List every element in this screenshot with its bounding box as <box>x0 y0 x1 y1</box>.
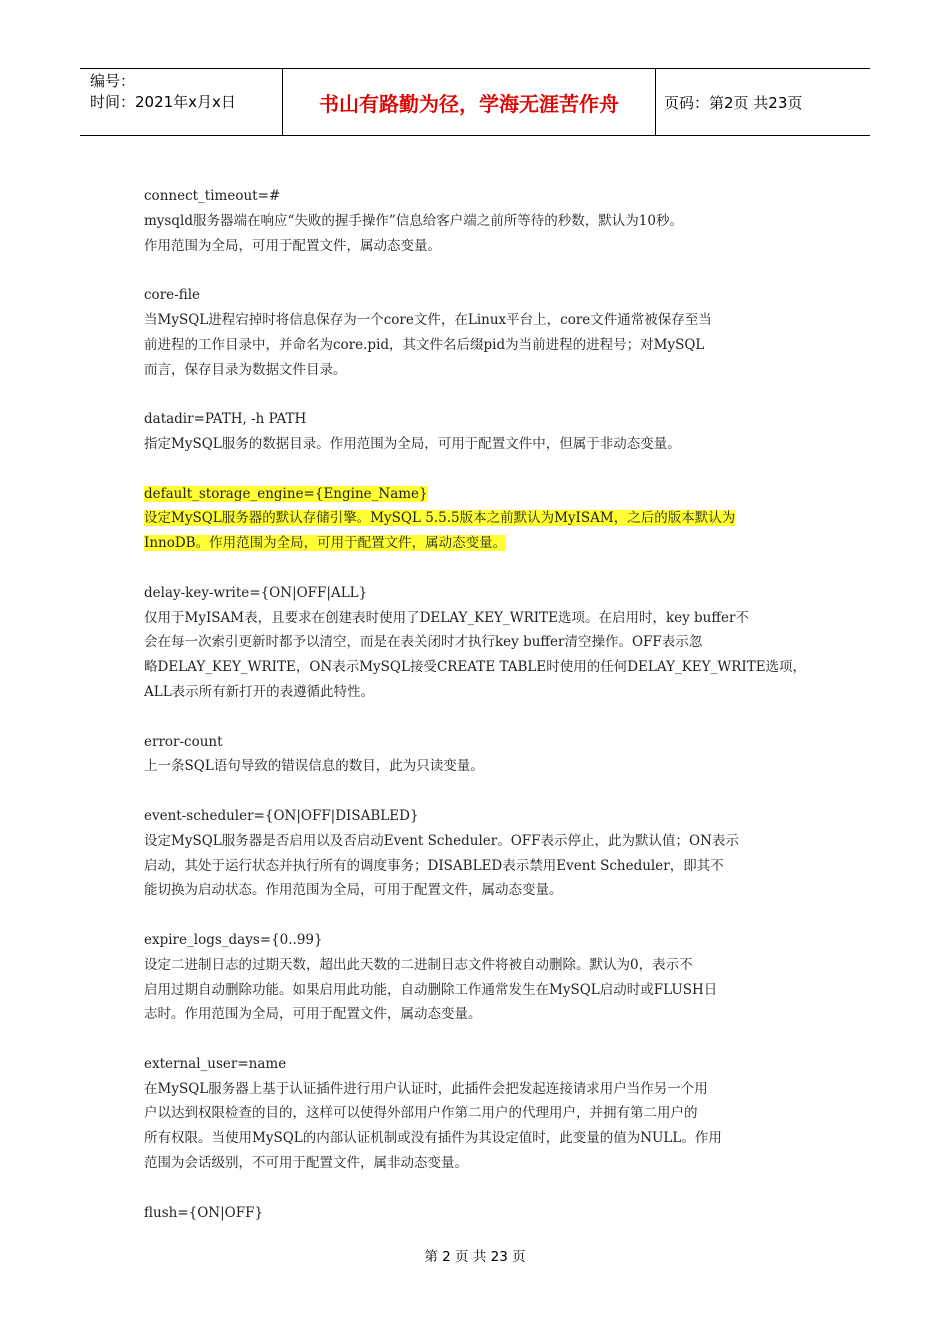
highlighted-text: InnoDB。作用范围为全局，可用于配置文件，属动态变量。 <box>144 535 507 552</box>
variable-name: expire_logs_days={0..99} <box>144 931 323 948</box>
variable-description-line: 指定MySQL服务的数据目录。作用范围为全局，可用于配置文件中，但属于非动态变量。 <box>144 435 681 452</box>
variable-description-line: 作用范围为全局，可用于配置文件，属动态变量。 <box>144 237 441 254</box>
page-header <box>80 68 870 136</box>
variable-entry <box>144 804 814 903</box>
variable-name: delay-key-write={ON|OFF|ALL} <box>144 584 368 601</box>
variable-entry <box>144 1201 814 1226</box>
variable-name: error-count <box>144 733 223 750</box>
variable-entry <box>144 184 814 258</box>
variable-description-line <box>144 506 814 531</box>
variable-description-line <box>144 531 814 556</box>
variable-description-line: 户以达到权限检查的目的，这样可以使得外部用户作第二用户的代理用户，并拥有第二用户的 <box>144 1105 698 1122</box>
variable-description-line: 启动，其处于运行状态并执行所有的调度事务；DISABLED表示禁用Event Scheduler，即其不 <box>144 857 724 874</box>
highlighted-text: default_storage_engine={Engine_Name} <box>144 485 428 502</box>
variable-description-line: ALL表示所有新打开的表遵循此特性。 <box>144 683 375 700</box>
variable-description-line: 设定二进制日志的过期天数，超出此天数的二进制日志文件将被自动删除。默认为0，表示不 <box>144 956 693 973</box>
variable-name: datadir=PATH, -h PATH <box>144 411 307 428</box>
header-meta <box>80 69 283 135</box>
variable-name: event-scheduler={ON|OFF|DISABLED} <box>144 807 419 824</box>
variable-description-line: 而言，保存目录为数据文件目录。 <box>144 361 347 378</box>
variable-entry <box>144 730 814 780</box>
variable-name: core-file <box>144 287 201 304</box>
variable-description-line: 会在每一次索引更新时都予以清空，而是在表关闭时才执行key buffer清空操作。OFF表示忽 <box>144 634 703 651</box>
variable-name <box>144 482 814 507</box>
variable-entry <box>144 407 814 457</box>
highlighted-text: 设定MySQL服务器的默认存储引擎。MySQL 5.5.5版本之前默认为MyISAM，之后的版本默认为 <box>144 510 736 527</box>
variable-entry <box>144 928 814 1027</box>
header-motto: 书山有路勤为径，学海无涯苦作舟 <box>283 69 656 135</box>
variable-name: external_user=name <box>144 1055 287 1072</box>
variable-name: connect_timeout=# <box>144 188 281 204</box>
variable-description-line: 仅用于MyISAM表，且要求在创建表时使用了DELAY_KEY_WRITE选项。在启用时，key buffer不 <box>144 609 749 626</box>
header-number-label: 编号： <box>90 72 136 90</box>
variable-description-line: 启用过期自动删除功能。如果启用此功能，自动删除工作通常发生在MySQL启动时或FLUSH日 <box>144 981 718 998</box>
header-date-label: 时间：2021年x月x日 <box>90 93 236 111</box>
variable-description-line: 能切换为启动状态。作用范围为全局，可用于配置文件，属动态变量。 <box>144 882 563 899</box>
variable-entry <box>144 482 814 556</box>
variable-description-line: mysqld服务器端在响应“失败的握手操作”信息给客户端之前所等待的秒数，默认为10秒。 <box>144 212 683 229</box>
variable-description-line: 在MySQL服务器上基于认证插件进行用户认证时，此插件会把发起连接请求用户当作另一个用 <box>144 1080 708 1097</box>
page-footer: 第 2 页 共 23 页 <box>424 1249 526 1265</box>
variable-description-line: 设定MySQL服务器是否启用以及否启动Event Scheduler。OFF表示停止，此为默认值；ON表示 <box>144 832 739 849</box>
variable-description-line: 志时。作用范围为全局，可用于配置文件，属动态变量。 <box>144 1006 482 1023</box>
variable-entry <box>144 581 814 705</box>
header-page-info: 页码：第2页 共23页 <box>664 93 803 112</box>
variable-description-line: 范围为会话级别，不可用于配置文件，属非动态变量。 <box>144 1155 468 1172</box>
document-body <box>144 184 814 1250</box>
variable-description-line: 所有权限。当使用MySQL的内部认证机制或没有插件为其设定值时，此变量的值为NULL。作用 <box>144 1130 722 1147</box>
variable-description-line: 前进程的工作目录中，并命名为core.pid，其文件名后缀pid为当前进程的进程号；对MySQL <box>144 336 705 353</box>
variable-entry <box>144 1052 814 1176</box>
variable-description-line: 略DELAY_KEY_WRITE，ON表示MySQL接受CREATE TABLE时使用的任何DELAY_KEY_WRITE选项， <box>144 659 807 676</box>
variable-entry <box>144 283 814 382</box>
variable-name: flush={ON|OFF} <box>144 1204 264 1221</box>
variable-description-line: 当MySQL进程宕掉时将信息保存为一个core文件，在Linux平台上，core文件通常被保存至当 <box>144 311 712 328</box>
variable-description-line: 上一条SQL语句导致的错误信息的数目，此为只读变量。 <box>144 758 484 775</box>
